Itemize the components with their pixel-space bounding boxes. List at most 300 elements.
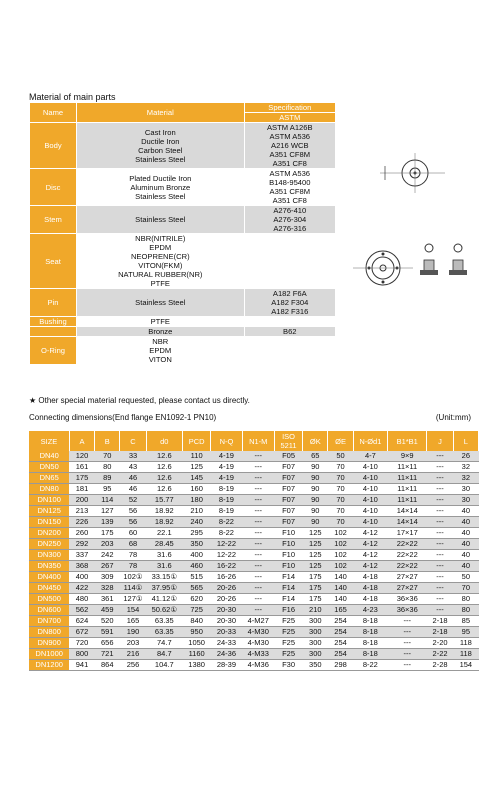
table-cell: 4-M30 [242, 638, 274, 649]
table-cell: --- [427, 506, 453, 517]
material-part-name: Body [30, 123, 77, 169]
table-cell: 40 [453, 539, 478, 550]
size-cell: DN1000 [29, 649, 69, 660]
header-spec-astm: ASTM [244, 113, 335, 123]
material-row [30, 289, 336, 317]
material-part-name: Pin [30, 289, 77, 317]
material-row [30, 327, 336, 337]
table-cell: 520 [95, 616, 120, 627]
table-cell: 89 [95, 473, 120, 484]
table-row [29, 561, 479, 572]
column-header: C [120, 431, 146, 451]
table-cell: 102① [120, 572, 146, 583]
table-cell: --- [388, 660, 427, 671]
table-cell: 8-19 [211, 506, 242, 517]
size-cell: DN500 [29, 594, 69, 605]
size-cell: DN125 [29, 506, 69, 517]
column-header: J [427, 431, 453, 451]
table-cell: 95 [453, 627, 478, 638]
table-cell: 8-22 [353, 660, 387, 671]
table-cell: F07 [274, 473, 302, 484]
table-cell: 11×11 [388, 462, 427, 473]
connection-table [29, 431, 479, 671]
stem-section-icon [418, 240, 473, 285]
table-cell: 267 [95, 561, 120, 572]
table-cell: F07 [274, 495, 302, 506]
table-cell: 37.95① [146, 583, 182, 594]
table-cell: 154 [120, 605, 146, 616]
table-cell: 27×27 [388, 583, 427, 594]
size-cell: DN80 [29, 484, 69, 495]
table-cell: 4-10 [353, 495, 387, 506]
table-cell: 36×36 [388, 605, 427, 616]
table-cell: 2-20 [427, 638, 453, 649]
table-cell: 8-18 [353, 649, 387, 660]
spec-cell: ASTM A126B ASTM A536 A216 WCB A351 CF8M A351 CF8 [244, 123, 335, 169]
table-cell: 11×11 [388, 495, 427, 506]
table-cell: 20-26 [211, 594, 242, 605]
table-cell: 12.6 [146, 462, 182, 473]
table-cell: 2-22 [427, 649, 453, 660]
table-row [29, 649, 479, 660]
table-cell: --- [427, 594, 453, 605]
table-cell: 40 [453, 550, 478, 561]
spec-cell: ASTM A536 B148-95400 A351 CF8M A351 CF8 [244, 169, 335, 206]
table-cell: --- [427, 561, 453, 572]
table-cell: 70 [453, 583, 478, 594]
table-cell: 242 [95, 550, 120, 561]
table-cell: 102 [328, 528, 353, 539]
table-cell: --- [427, 517, 453, 528]
table-cell: 114 [95, 495, 120, 506]
table-cell: 361 [95, 594, 120, 605]
column-header: PCD [183, 431, 211, 451]
table-cell: 2-18 [427, 616, 453, 627]
table-cell: 154 [453, 660, 478, 671]
table-cell: 4-12 [353, 561, 387, 572]
table-cell: 140 [328, 594, 353, 605]
table-cell: 125 [303, 539, 328, 550]
table-cell: 350 [183, 539, 211, 550]
table-cell: 203 [95, 539, 120, 550]
table-row [29, 462, 479, 473]
size-cell: DN700 [29, 616, 69, 627]
table-cell: 4-10 [353, 517, 387, 528]
spec-cell [244, 234, 335, 289]
table-cell: 4-10 [353, 484, 387, 495]
table-cell: 8-19 [211, 484, 242, 495]
spec-cell [244, 317, 335, 327]
table-cell: 140 [328, 572, 353, 583]
table-cell: --- [427, 539, 453, 550]
table-cell: 4-19 [211, 462, 242, 473]
material-row [30, 337, 336, 365]
table-cell: 210 [183, 506, 211, 517]
table-cell: --- [242, 539, 274, 550]
table-cell: 368 [69, 561, 94, 572]
table-cell: 22×22 [388, 550, 427, 561]
table-cell: 216 [120, 649, 146, 660]
table-cell: 20-26 [211, 583, 242, 594]
materials-note: ★ Other special material requested, please contact us directly. [29, 396, 250, 405]
table-cell: 300 [303, 649, 328, 660]
table-cell: --- [242, 495, 274, 506]
table-cell: F14 [274, 572, 302, 583]
table-cell: 309 [95, 572, 120, 583]
material-part-name: O-Ring [30, 337, 77, 365]
table-row [29, 451, 479, 462]
table-cell: 118 [453, 638, 478, 649]
table-cell: 114① [120, 583, 146, 594]
table-cell: --- [242, 484, 274, 495]
table-cell: 260 [69, 528, 94, 539]
table-cell: 180 [183, 495, 211, 506]
table-cell: --- [427, 572, 453, 583]
table-cell: 16-26 [211, 572, 242, 583]
table-cell: --- [242, 528, 274, 539]
material-row [30, 123, 336, 169]
table-cell: 90 [303, 473, 328, 484]
table-cell: 337 [69, 550, 94, 561]
table-cell: 1160 [183, 649, 211, 660]
table-cell: 8-18 [353, 638, 387, 649]
table-cell: F25 [274, 616, 302, 627]
table-cell: 145 [183, 473, 211, 484]
table-cell: --- [242, 572, 274, 583]
table-cell: --- [242, 451, 274, 462]
table-cell: 90 [303, 484, 328, 495]
table-cell: 30 [453, 495, 478, 506]
table-cell: 190 [120, 627, 146, 638]
column-header: B [95, 431, 120, 451]
table-cell: 200 [69, 495, 94, 506]
table-cell: --- [242, 561, 274, 572]
table-cell: 40 [453, 528, 478, 539]
table-cell: 31.6 [146, 561, 182, 572]
table-cell: 941 [69, 660, 94, 671]
table-cell: 4-10 [353, 462, 387, 473]
material-cell: PTFE [77, 317, 245, 327]
table-cell: 12-22 [211, 539, 242, 550]
size-cell: DN200 [29, 528, 69, 539]
table-cell: 125 [303, 561, 328, 572]
table-cell: --- [427, 583, 453, 594]
table-cell: 9×9 [388, 451, 427, 462]
material-row [30, 317, 336, 327]
table-cell: 24-33 [211, 638, 242, 649]
table-cell: F07 [274, 462, 302, 473]
table-cell: --- [427, 473, 453, 484]
table-cell: 90 [303, 462, 328, 473]
table-cell: 2-28 [427, 660, 453, 671]
table-cell: 40 [453, 506, 478, 517]
table-cell: 24-36 [211, 649, 242, 660]
table-cell: 210 [303, 605, 328, 616]
table-cell: 28.45 [146, 539, 182, 550]
table-cell: 175 [95, 528, 120, 539]
table-row [29, 506, 479, 517]
table-cell: F10 [274, 550, 302, 561]
material-cell: Stainless Steel [77, 289, 245, 317]
header-name: Name [30, 103, 77, 123]
table-cell: 422 [69, 583, 94, 594]
material-part-name: Seat [30, 234, 77, 289]
material-cell: Cast Iron Ductile Iron Carbon Steel Stainless Steel [77, 123, 245, 169]
table-cell: 32 [453, 473, 478, 484]
table-cell: 8-22 [211, 528, 242, 539]
table-cell: 140 [328, 583, 353, 594]
table-cell: F25 [274, 627, 302, 638]
material-row [30, 234, 336, 289]
table-cell: 292 [69, 539, 94, 550]
table-cell: 4-18 [353, 572, 387, 583]
column-header: d0 [146, 431, 182, 451]
spec-cell: A182 F6A A182 F304 A182 F316 [244, 289, 335, 317]
table-cell: --- [427, 550, 453, 561]
table-cell: 41.12① [146, 594, 182, 605]
table-cell: 175 [303, 583, 328, 594]
table-cell: 4-18 [353, 594, 387, 605]
table-cell: 565 [183, 583, 211, 594]
table-cell: 12.6 [146, 451, 182, 462]
table-cell: 4-12 [353, 539, 387, 550]
table-cell: 213 [69, 506, 94, 517]
table-cell: 36×36 [388, 594, 427, 605]
table-cell: 620 [183, 594, 211, 605]
column-header: ØE [328, 431, 353, 451]
table-cell: 720 [69, 638, 94, 649]
table-cell: --- [242, 550, 274, 561]
table-cell: 480 [69, 594, 94, 605]
table-cell: 50 [453, 572, 478, 583]
table-cell: 295 [183, 528, 211, 539]
table-cell: --- [388, 638, 427, 649]
table-cell: 125 [303, 550, 328, 561]
material-cell: NBR EPDM VITON [77, 337, 245, 365]
size-cell: DN1200 [29, 660, 69, 671]
table-cell: --- [388, 649, 427, 660]
table-cell: 459 [95, 605, 120, 616]
table-cell: 102 [328, 561, 353, 572]
table-cell: --- [427, 451, 453, 462]
table-cell: F10 [274, 561, 302, 572]
table-cell: 4-19 [211, 473, 242, 484]
table-cell: 70 [328, 495, 353, 506]
table-cell: 328 [95, 583, 120, 594]
table-cell: 50.62① [146, 605, 182, 616]
table-cell: 85 [453, 616, 478, 627]
column-header: N-Ød1 [353, 431, 387, 451]
column-header: N-Q [211, 431, 242, 451]
table-cell: 400 [183, 550, 211, 561]
table-cell: 175 [303, 572, 328, 583]
table-cell: F30 [274, 660, 302, 671]
table-cell: F07 [274, 484, 302, 495]
table-cell: 8-19 [211, 495, 242, 506]
table-cell: 4-10 [353, 506, 387, 517]
table-row [29, 517, 479, 528]
table-cell: 33 [120, 451, 146, 462]
disc-drawing-icon [370, 148, 450, 198]
table-cell: 17×17 [388, 528, 427, 539]
table-cell: 40 [453, 561, 478, 572]
table-cell: F16 [274, 605, 302, 616]
table-cell: 32 [453, 462, 478, 473]
table-cell: 90 [303, 517, 328, 528]
table-cell: 56 [120, 506, 146, 517]
table-cell: 4-10 [353, 473, 387, 484]
table-cell: 120 [69, 451, 94, 462]
table-cell: 27×27 [388, 572, 427, 583]
table-row [29, 528, 479, 539]
table-cell: F05 [274, 451, 302, 462]
size-cell: DN400 [29, 572, 69, 583]
table-cell: 175 [303, 594, 328, 605]
table-cell: 672 [69, 627, 94, 638]
table-cell: 350 [303, 660, 328, 671]
table-cell: 864 [95, 660, 120, 671]
column-header: A [69, 431, 94, 451]
material-row [30, 206, 336, 234]
material-part-name: Disc [30, 169, 77, 206]
table-cell: 14×14 [388, 517, 427, 528]
table-cell: 181 [69, 484, 94, 495]
table-cell: 460 [183, 561, 211, 572]
table-cell: 31.6 [146, 550, 182, 561]
table-cell: 4-M27 [242, 616, 274, 627]
size-cell: DN900 [29, 638, 69, 649]
table-cell: 20-30 [211, 616, 242, 627]
table-cell: 725 [183, 605, 211, 616]
table-cell: 102 [328, 550, 353, 561]
table-row [29, 495, 479, 506]
table-row [29, 605, 479, 616]
size-cell: DN50 [29, 462, 69, 473]
header-material: Material [77, 103, 245, 123]
table-cell: 70 [328, 462, 353, 473]
table-cell: 18.92 [146, 517, 182, 528]
spec-cell: B62 [244, 327, 335, 337]
table-cell: 15.77 [146, 495, 182, 506]
table-cell: --- [242, 473, 274, 484]
table-cell: 4-M33 [242, 649, 274, 660]
table-cell: 11×11 [388, 473, 427, 484]
table-cell: 90 [303, 506, 328, 517]
table-cell: 800 [69, 649, 94, 660]
table-cell: 26 [453, 451, 478, 462]
table-cell: 254 [328, 627, 353, 638]
table-cell: 4-M36 [242, 660, 274, 671]
table-row [29, 484, 479, 495]
header-spec: Specification [244, 103, 335, 113]
table-cell: 80 [453, 605, 478, 616]
size-cell: DN600 [29, 605, 69, 616]
material-row [30, 169, 336, 206]
table-cell: 300 [303, 627, 328, 638]
table-cell: 84.7 [146, 649, 182, 660]
table-cell: 175 [69, 473, 94, 484]
table-cell: 240 [183, 517, 211, 528]
table-cell: 4-12 [353, 550, 387, 561]
table-cell: 28-39 [211, 660, 242, 671]
table-cell: 8-18 [353, 616, 387, 627]
material-cell: Bronze [77, 327, 245, 337]
table-cell: 256 [120, 660, 146, 671]
table-cell: 80 [453, 594, 478, 605]
table-row [29, 616, 479, 627]
table-cell: 950 [183, 627, 211, 638]
table-cell: F10 [274, 528, 302, 539]
table-cell: F25 [274, 638, 302, 649]
table-cell: 8-22 [211, 517, 242, 528]
table-cell: --- [427, 462, 453, 473]
table-cell: F07 [274, 506, 302, 517]
table-cell: 139 [95, 517, 120, 528]
table-cell: 18.92 [146, 506, 182, 517]
table-cell: 8-18 [353, 627, 387, 638]
table-cell: 4-23 [353, 605, 387, 616]
table-cell: 22×22 [388, 561, 427, 572]
table-cell: 46 [120, 484, 146, 495]
table-cell: 14×14 [388, 506, 427, 517]
table-cell: 104.7 [146, 660, 182, 671]
table-cell: 298 [328, 660, 353, 671]
table-cell: 22×22 [388, 539, 427, 550]
table-cell: 63.35 [146, 627, 182, 638]
size-cell: DN65 [29, 473, 69, 484]
table-cell: 127① [120, 594, 146, 605]
table-row [29, 572, 479, 583]
table-row [29, 539, 479, 550]
table-cell: 60 [120, 528, 146, 539]
column-header: L [453, 431, 478, 451]
table-row [29, 550, 479, 561]
material-part-name: Bushing [30, 317, 77, 327]
table-cell: 840 [183, 616, 211, 627]
table-cell: --- [427, 495, 453, 506]
size-cell: DN150 [29, 517, 69, 528]
table-cell: 65 [303, 451, 328, 462]
table-cell: 12.6 [146, 484, 182, 495]
table-cell: 4-18 [353, 583, 387, 594]
table-cell: --- [388, 627, 427, 638]
table-row [29, 594, 479, 605]
table-cell: 300 [303, 638, 328, 649]
table-cell: --- [427, 484, 453, 495]
size-cell: DN40 [29, 451, 69, 462]
table-cell: 70 [328, 484, 353, 495]
table-cell: 125 [183, 462, 211, 473]
table-cell: 50 [328, 451, 353, 462]
table-row [29, 627, 479, 638]
connection-unit: (Unit:mm) [435, 413, 471, 422]
table-cell: --- [242, 605, 274, 616]
table-cell: --- [427, 528, 453, 539]
table-cell: 254 [328, 649, 353, 660]
table-cell: --- [388, 616, 427, 627]
size-cell: DN300 [29, 550, 69, 561]
material-cell: Plated Ductile Iron Aluminum Bronze Stainless Steel [77, 169, 245, 206]
material-cell: Stainless Steel [77, 206, 245, 234]
connection-title: Connecting dimensions(End flange EN1092-1 PN10) [29, 413, 217, 422]
table-cell: 1050 [183, 638, 211, 649]
table-cell: 254 [328, 616, 353, 627]
table-cell: 78 [120, 561, 146, 572]
table-cell: --- [242, 462, 274, 473]
spec-cell [244, 337, 335, 365]
table-cell: 78 [120, 550, 146, 561]
table-cell: 226 [69, 517, 94, 528]
